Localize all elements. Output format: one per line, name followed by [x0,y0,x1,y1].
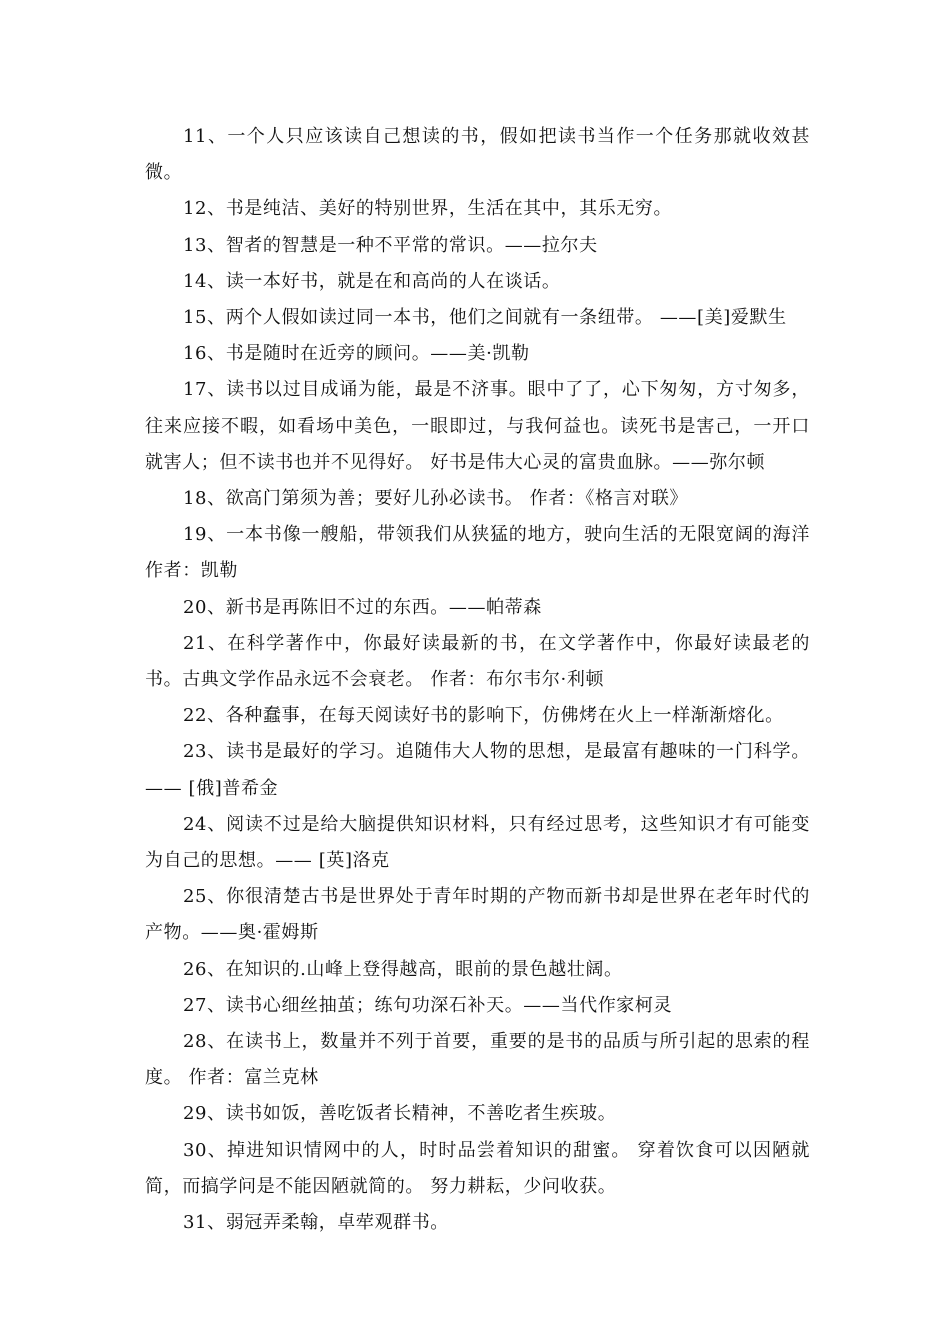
quote-paragraph-18: 18、欲高门第须为善；要好儿孙必读书。 作者：《格言对联》 [183,488,689,510]
quote-paragraph-24: 24、阅读不过是给大脑提供知识材料，只有经过思考，这些知识才有可能变为自己的思想。—— [英]洛克 [145,813,810,872]
quote-paragraph-21: 21、在科学著作中，你最好读最新的书，在文学著作中，你最好读最老的书。古典文学作品永远不会衰老。 作者：布尔韦尔·利顿 [145,632,810,691]
quote-paragraph-29: 29、读书如饭，善吃饭者长精神，不善吃者生疾玻。 [183,1103,617,1125]
quote-list [145,119,810,1241]
quote-paragraph-26: 26、在知识的.山峰上登得越高，眼前的景色越壮阔。 [183,958,623,980]
quote-paragraph-31: 31、弱冠弄柔翰，卓荦观群书。 [183,1212,449,1234]
quote-paragraph-15: 15、两个人假如读过同一本书，他们之间就有一条纽带。 ——[美]爱默生 [183,307,787,329]
quote-paragraph-19: 19、一本书像一艘船，带领我们从狭猛的地方，驶向生活的无限宽阔的海洋 作者：凯勒 [145,524,810,582]
quote-paragraph-12: 12、书是纯洁、美好的特别世界，生活在其中，其乐无穷。 [183,198,673,220]
quote-paragraph-22: 22、各种蠢事，在每天阅读好书的影响下，仿佛烤在火上一样渐渐熔化。 [183,705,784,727]
quote-paragraph-28: 28、在读书上，数量并不列于首要，重要的是书的品质与所引起的思索的程度。 作者：富兰克林 [145,1031,810,1089]
quote-paragraph-20: 20、新书是再陈旧不过的东西。——帕蒂森 [183,596,542,618]
quote-paragraph-30: 30、掉进知识情网中的人，时时品尝着知识的甜蜜。 穿着饮食可以因陋就简，而搞学问是不能因陋就简的。 努力耕耘，少问收获。 [145,1139,810,1197]
quote-paragraph-17: 17、读书以过目成诵为能，最是不济事。眼中了了，心下匆匆，方寸匆多，往来应接不暇，如看场中美色，一眼即过，与我何益也。读死书是害己，一开口就害人；但不读书也并不见得好。 好书是伟大心灵的富贵血脉。——弥尔顿 [145,379,810,473]
quote-paragraph-14: 14、读一本好书，就是在和高尚的人在谈话。 [183,270,561,292]
quote-paragraph-27: 27、读书心细丝抽茧；练句功深石补天。——当代作家柯灵 [183,994,673,1016]
quote-paragraph-11: 11、一个人只应该读自己想读的书，假如把读书当作一个任务那就收效甚微。 [145,126,810,184]
quote-paragraph-13: 13、智者的智慧是一种不平常的常识。——拉尔夫 [183,234,598,256]
quote-paragraph-25: 25、你很清楚古书是世界处于青年时期的产物而新书却是世界在老年时代的产物。——奥·霍姆斯 [145,886,810,944]
quote-paragraph-16: 16、书是随时在近旁的顾问。——美·凯勒 [183,343,530,365]
quote-paragraph-23: 23、读书是最好的学习。追随伟大人物的思想，是最富有趣味的一门科学。—— [俄]普希金 [145,741,810,799]
